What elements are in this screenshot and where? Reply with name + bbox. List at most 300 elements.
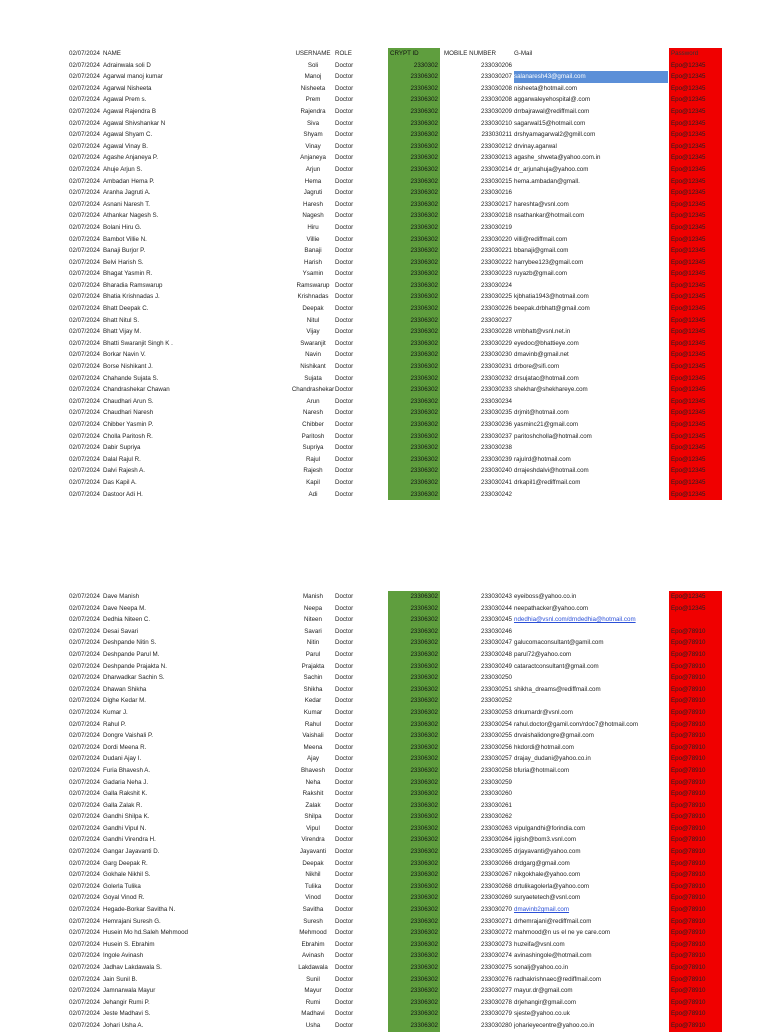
cell-email[interactable]: sagarwal15@hotmail.com bbox=[514, 119, 586, 127]
cell-name[interactable]: Bhatti Swaranjit Singh K . bbox=[103, 339, 173, 347]
cell-date[interactable]: 02/07/2024 bbox=[69, 766, 100, 774]
cell-name[interactable]: Dabir Supriya bbox=[103, 444, 141, 452]
cell-email[interactable] bbox=[514, 489, 668, 501]
cell-crypt-id[interactable]: 23306302 bbox=[388, 245, 440, 257]
header-username[interactable]: USERNAME bbox=[295, 50, 331, 57]
cell-date[interactable]: 02/07/2024 bbox=[69, 467, 100, 475]
cell-crypt-id[interactable]: 23306302 bbox=[388, 927, 440, 939]
cell-email[interactable]: drjmit@hotmail.com bbox=[514, 409, 569, 417]
cell-password[interactable]: Epo@78910 bbox=[669, 927, 722, 939]
cell-name[interactable]: Asnani Naresh T. bbox=[103, 200, 151, 208]
cell-name[interactable]: Dharwadkar Sachin S. bbox=[103, 674, 165, 682]
cell-role[interactable]: Doctor bbox=[335, 801, 354, 809]
cell-date[interactable]: 02/07/2024 bbox=[69, 328, 100, 336]
cell-name[interactable]: Bhatt Nitul S. bbox=[103, 316, 140, 324]
cell-crypt-id[interactable]: 23306302 bbox=[388, 695, 440, 707]
cell-mobile[interactable]: 233030220 bbox=[481, 235, 512, 243]
cell-role[interactable]: Doctor bbox=[335, 848, 354, 856]
cell-crypt-id[interactable]: 23306302 bbox=[388, 407, 440, 419]
cell-crypt-id[interactable]: 23306302 bbox=[388, 94, 440, 106]
cell-crypt-id[interactable]: 23306302 bbox=[388, 118, 440, 130]
cell-role[interactable]: Doctor bbox=[335, 627, 354, 635]
cell-email[interactable]: dr_arjunahuja@yahoo.com bbox=[514, 165, 589, 173]
cell-name[interactable]: Chahande Sujata S. bbox=[103, 374, 159, 382]
cell-username[interactable]: Nikhil bbox=[305, 871, 321, 879]
cell-username[interactable]: Banaji bbox=[304, 247, 322, 255]
cell-date[interactable]: 02/07/2024 bbox=[69, 604, 100, 612]
cell-name[interactable]: Aranha Jagruti A. bbox=[103, 189, 151, 197]
cell-role[interactable]: Doctor bbox=[335, 743, 354, 751]
cell-mobile[interactable]: 233030272 bbox=[481, 929, 512, 937]
cell-mobile[interactable]: 233030240 bbox=[481, 467, 512, 475]
cell-name[interactable]: Dongre Vaishali P. bbox=[103, 732, 153, 740]
cell-username[interactable]: Hema bbox=[304, 177, 322, 185]
cell-username[interactable]: Shilpa bbox=[304, 813, 322, 821]
cell-email[interactable]: drvaishalidongre@gmail.com bbox=[514, 732, 594, 740]
cell-username[interactable]: Nitin bbox=[306, 639, 320, 647]
cell-email[interactable] bbox=[514, 396, 668, 408]
cell-role[interactable]: Doctor bbox=[335, 604, 354, 612]
cell-username[interactable]: Hiru bbox=[307, 223, 319, 231]
cell-name[interactable]: Dave Neepa M. bbox=[103, 604, 146, 612]
cell-mobile[interactable]: 233030238 bbox=[481, 444, 512, 452]
cell-crypt-id[interactable]: 23306302 bbox=[388, 591, 440, 603]
cell-role[interactable]: Doctor bbox=[335, 1021, 354, 1029]
cell-crypt-id[interactable]: 23306302 bbox=[388, 315, 440, 327]
cell-date[interactable]: 02/07/2024 bbox=[69, 455, 100, 463]
cell-username[interactable]: Villie bbox=[306, 235, 320, 243]
cell-password[interactable]: Epo@12345 bbox=[669, 489, 722, 501]
cell-date[interactable]: 02/07/2024 bbox=[69, 258, 100, 266]
cell-name[interactable]: Chandrashekar Chawan bbox=[103, 386, 170, 394]
cell-email[interactable]: cataractconsultant@gmail.com bbox=[514, 662, 599, 670]
cell-name[interactable]: Bhatia Krishnadas J. bbox=[103, 293, 160, 301]
cell-password[interactable]: Epo@12345 bbox=[669, 83, 722, 95]
cell-date[interactable]: 02/07/2024 bbox=[69, 755, 100, 763]
cell-mobile[interactable]: 233030260 bbox=[481, 790, 512, 798]
cell-name[interactable]: Golerla Tulika bbox=[103, 882, 141, 890]
cell-name[interactable]: Jehangir Rumi P. bbox=[103, 998, 150, 1006]
cell-mobile[interactable]: 233030280 bbox=[481, 1021, 512, 1029]
cell-crypt-id[interactable]: 23306302 bbox=[388, 823, 440, 835]
cell-name[interactable]: Ingole Avinash bbox=[103, 952, 144, 960]
cell-mobile[interactable]: 233030233 bbox=[481, 386, 512, 394]
cell-role[interactable]: Doctor bbox=[335, 421, 354, 428]
cell-role[interactable]: Doctor bbox=[335, 397, 354, 405]
cell-date[interactable]: 02/07/2024 bbox=[69, 131, 100, 139]
cell-date[interactable]: 02/07/2024 bbox=[69, 444, 100, 452]
cell-crypt-id[interactable]: 23306302 bbox=[388, 719, 440, 731]
cell-mobile[interactable]: 233030213 bbox=[481, 154, 512, 162]
cell-email[interactable]: drjehangir@gmail.com bbox=[514, 998, 576, 1006]
cell-mobile[interactable]: 233030207 bbox=[481, 73, 512, 81]
cell-username[interactable]: Rakshit bbox=[302, 790, 324, 798]
cell-mobile[interactable]: 233030279 bbox=[481, 1010, 512, 1018]
cell-email[interactable] bbox=[514, 788, 668, 800]
cell-password[interactable]: Epo@12345 bbox=[669, 222, 722, 234]
cell-password[interactable]: Epo@78910 bbox=[669, 626, 722, 638]
cell-role[interactable]: Doctor bbox=[335, 107, 354, 115]
cell-date[interactable]: 02/07/2024 bbox=[69, 720, 100, 728]
cell-role[interactable]: Doctor bbox=[335, 697, 354, 705]
cell-role[interactable]: Doctor bbox=[335, 212, 354, 220]
cell-crypt-id[interactable]: 23306302 bbox=[388, 489, 440, 501]
cell-date[interactable]: 02/07/2024 bbox=[69, 96, 100, 104]
cell-username[interactable]: Jagruti bbox=[303, 189, 323, 197]
cell-role[interactable]: Doctor bbox=[335, 339, 354, 347]
cell-email[interactable]: ruyazb@gmail.com bbox=[514, 270, 568, 278]
cell-mobile[interactable]: 233030228 bbox=[481, 328, 512, 336]
cell-username[interactable]: Vinod bbox=[305, 894, 321, 902]
cell-name[interactable]: Dudani Ajay I. bbox=[103, 755, 142, 763]
cell-date[interactable]: 02/07/2024 bbox=[69, 836, 100, 844]
cell-name[interactable]: Belvi Harish S. bbox=[103, 258, 144, 266]
cell-mobile[interactable]: 233030265 bbox=[481, 848, 512, 856]
cell-username[interactable]: Avinash bbox=[302, 952, 324, 960]
cell-password[interactable]: Epo@78910 bbox=[669, 881, 722, 893]
cell-crypt-id[interactable]: 23306302 bbox=[388, 361, 440, 373]
cell-email[interactable] bbox=[514, 222, 668, 234]
cell-password[interactable]: Epo@12345 bbox=[669, 419, 722, 431]
cell-mobile[interactable]: 233030241 bbox=[481, 478, 512, 486]
cell-email[interactable]: mayur.dr@gmail.com bbox=[514, 987, 573, 995]
cell-email[interactable]: avinashingole@hotmail.com bbox=[514, 952, 592, 960]
cell-email[interactable]: drjayavanti@yahoo.com bbox=[514, 848, 581, 856]
cell-name[interactable]: Rahul P. bbox=[103, 720, 126, 728]
cell-password[interactable]: Epo@12345 bbox=[669, 234, 722, 246]
cell-password[interactable]: Epo@12345 bbox=[669, 407, 722, 419]
cell-email[interactable]: vmbhatt@vsnl.net.in bbox=[514, 328, 571, 336]
cell-password[interactable]: Epo@12345 bbox=[669, 291, 722, 303]
cell-password[interactable]: Epo@78910 bbox=[669, 869, 722, 881]
cell-email[interactable] bbox=[514, 60, 668, 72]
cell-role[interactable]: Doctor bbox=[335, 674, 354, 682]
cell-date[interactable]: 02/07/2024 bbox=[69, 212, 100, 220]
cell-username[interactable]: Swaranjit bbox=[300, 339, 326, 347]
cell-email[interactable]: nisheeta@hotmail.com bbox=[514, 84, 578, 92]
cell-crypt-id[interactable]: 23306302 bbox=[388, 811, 440, 823]
cell-date[interactable]: 02/07/2024 bbox=[69, 397, 100, 405]
cell-date[interactable]: 02/07/2024 bbox=[69, 674, 100, 682]
cell-date[interactable]: 02/07/2024 bbox=[69, 1010, 100, 1018]
cell-mobile[interactable]: 233030225 bbox=[481, 293, 512, 301]
cell-role[interactable]: Doctor bbox=[335, 444, 354, 452]
cell-role[interactable]: Doctor bbox=[335, 778, 354, 786]
cell-name[interactable]: Chaudhari Arun S. bbox=[103, 397, 154, 405]
cell-date[interactable]: 02/07/2024 bbox=[69, 235, 100, 243]
cell-password[interactable]: Epo@78910 bbox=[669, 742, 722, 754]
cell-username[interactable]: Vinay bbox=[305, 142, 321, 150]
cell-mobile[interactable]: 233030255 bbox=[481, 732, 512, 740]
cell-mobile[interactable]: 233030249 bbox=[481, 662, 512, 670]
cell-email[interactable]: beepak.drbhatt@gmail.com bbox=[514, 305, 590, 313]
cell-date[interactable]: 02/07/2024 bbox=[69, 975, 100, 983]
cell-username[interactable]: Sujata bbox=[304, 374, 322, 382]
cell-mobile[interactable]: 233030276 bbox=[481, 975, 512, 983]
cell-mobile[interactable]: 233030269 bbox=[481, 894, 512, 902]
cell-name[interactable]: Deshpande Prajakta N. bbox=[103, 662, 167, 670]
cell-crypt-id[interactable]: 23306302 bbox=[388, 303, 440, 315]
cell-name[interactable]: Dighe Kedar M. bbox=[103, 697, 146, 705]
cell-password[interactable]: Epo@78910 bbox=[669, 997, 722, 1009]
cell-mobile[interactable]: 233030224 bbox=[481, 281, 512, 289]
cell-date[interactable]: 02/07/2024 bbox=[69, 732, 100, 740]
cell-username[interactable]: Navin bbox=[305, 351, 321, 359]
cell-email[interactable]: shikha_dreams@rediffmail.com bbox=[514, 685, 601, 693]
cell-name[interactable]: Gangar Jayavanti D. bbox=[103, 848, 160, 856]
cell-date[interactable]: 02/07/2024 bbox=[69, 964, 100, 971]
cell-date[interactable]: 02/07/2024 bbox=[69, 778, 100, 786]
cell-role[interactable]: Doctor bbox=[335, 374, 354, 382]
cell-username[interactable]: Nagesh bbox=[302, 212, 324, 220]
cell-role[interactable]: Doctor bbox=[335, 386, 354, 394]
cell-role[interactable]: Doctor bbox=[335, 650, 354, 658]
cell-password[interactable]: Epo@78910 bbox=[669, 753, 722, 765]
cell-crypt-id[interactable]: 23306302 bbox=[388, 291, 440, 303]
cell-password[interactable]: Epo@12345 bbox=[669, 338, 722, 350]
cell-email[interactable]: drajay_dudani@yahoo.co.in bbox=[514, 755, 591, 763]
cell-username[interactable]: Shikha bbox=[303, 685, 323, 693]
cell-password[interactable]: Epo@12345 bbox=[669, 454, 722, 466]
cell-crypt-id[interactable]: 23306302 bbox=[388, 788, 440, 800]
cell-crypt-id[interactable]: 23306302 bbox=[388, 614, 440, 626]
cell-password[interactable]: Epo@78910 bbox=[669, 695, 722, 707]
cell-name[interactable]: Borkar Navin V. bbox=[103, 351, 146, 359]
cell-role[interactable]: Doctor bbox=[335, 639, 354, 647]
cell-password[interactable]: Epo@78910 bbox=[669, 811, 722, 823]
cell-password[interactable]: Epo@12345 bbox=[669, 477, 722, 489]
cell-mobile[interactable]: 233030208 bbox=[481, 96, 512, 104]
header-password[interactable]: Password bbox=[669, 48, 722, 60]
cell-username[interactable]: Chandrashekar bbox=[291, 386, 335, 394]
cell-role[interactable]: Doctor bbox=[335, 119, 354, 127]
cell-crypt-id[interactable]: 23306302 bbox=[388, 730, 440, 742]
cell-role[interactable]: Doctor bbox=[335, 766, 354, 774]
cell-email[interactable]: drkumardr@vsnl.com bbox=[514, 708, 573, 716]
cell-password[interactable]: Epo@12345 bbox=[669, 303, 722, 315]
cell-username[interactable]: Ebrahim bbox=[301, 940, 325, 948]
cell-role[interactable]: Doctor bbox=[335, 616, 354, 624]
cell-date[interactable]: 02/07/2024 bbox=[69, 952, 100, 960]
cell-name[interactable]: Agarwal Nisheeta bbox=[103, 84, 152, 92]
cell-name[interactable]: Hegade-Borkar Savitha N. bbox=[103, 906, 176, 914]
cell-email[interactable] bbox=[514, 626, 668, 638]
cell-mobile[interactable]: 233030267 bbox=[481, 871, 512, 879]
cell-username[interactable]: Mehmood bbox=[299, 929, 327, 937]
cell-date[interactable]: 02/07/2024 bbox=[69, 790, 100, 798]
cell-mobile[interactable]: 233030252 bbox=[481, 697, 512, 705]
cell-email[interactable]: nikgokhale@yahoo.com bbox=[514, 871, 581, 879]
cell-username[interactable]: Meena bbox=[303, 743, 323, 751]
cell-username[interactable]: Chibber bbox=[302, 421, 324, 428]
cell-crypt-id[interactable]: 23306302 bbox=[388, 477, 440, 489]
cell-username[interactable]: Kedar bbox=[304, 697, 322, 705]
cell-email[interactable]: bbanaji@gmail.com bbox=[514, 247, 569, 255]
cell-email[interactable]: drtulikagolerla@yahoo.com bbox=[514, 882, 590, 890]
cell-crypt-id[interactable]: 23306302 bbox=[388, 892, 440, 904]
cell-password[interactable]: Epo@12345 bbox=[669, 315, 722, 327]
cell-date[interactable]: 02/07/2024 bbox=[69, 859, 100, 867]
cell-password[interactable]: Epo@78910 bbox=[669, 672, 722, 684]
cell-mobile[interactable]: 233030271 bbox=[481, 917, 512, 925]
cell-email[interactable]: sonalj@yahoo.co.in bbox=[514, 964, 569, 971]
cell-email[interactable]: drbore@sifi.com bbox=[514, 363, 560, 371]
cell-name[interactable]: Gadaria Neha J. bbox=[103, 778, 149, 786]
cell-email[interactable]: harrybee123@gmail.com bbox=[514, 258, 584, 266]
cell-email[interactable]: radhakrishnaec@rediffmail.com bbox=[514, 975, 601, 983]
cell-name[interactable]: Athankar Nagesh S. bbox=[103, 212, 159, 220]
cell-name[interactable]: Adrainwala soli D bbox=[103, 61, 151, 69]
cell-crypt-id[interactable]: 23306302 bbox=[388, 280, 440, 292]
cell-name[interactable]: Cholla Paritosh R. bbox=[103, 432, 153, 440]
cell-mobile[interactable]: 233030261 bbox=[481, 801, 512, 809]
cell-email[interactable] bbox=[514, 777, 668, 789]
cell-name[interactable]: Kumar J. bbox=[103, 708, 128, 716]
cell-crypt-id[interactable]: 23306302 bbox=[388, 950, 440, 962]
cell-role[interactable]: Doctor bbox=[335, 917, 354, 925]
header-name[interactable]: NAME bbox=[103, 50, 121, 57]
cell-date[interactable]: 02/07/2024 bbox=[69, 639, 100, 647]
cell-name[interactable]: Bhatt Vijay M. bbox=[103, 328, 142, 336]
cell-username[interactable]: Soli bbox=[307, 61, 319, 69]
cell-username[interactable]: Adi bbox=[308, 490, 318, 498]
cell-date[interactable]: 02/07/2024 bbox=[69, 848, 100, 856]
cell-role[interactable]: Doctor bbox=[335, 929, 354, 937]
cell-password[interactable]: Epo@78910 bbox=[669, 1020, 722, 1032]
cell-name[interactable]: Desai Savari bbox=[103, 627, 139, 635]
cell-password[interactable]: Epo@78910 bbox=[669, 719, 722, 731]
cell-password[interactable]: Epo@12345 bbox=[669, 152, 722, 164]
cell-password[interactable]: Epo@12345 bbox=[669, 164, 722, 176]
cell-password[interactable]: Epo@78910 bbox=[669, 765, 722, 777]
cell-date[interactable]: 02/07/2024 bbox=[69, 316, 100, 324]
cell-email[interactable]: yasminc21@gmail.com bbox=[514, 421, 579, 428]
cell-date[interactable]: 02/07/2024 bbox=[69, 374, 100, 382]
cell-mobile[interactable]: 233030211 bbox=[481, 131, 512, 139]
cell-role[interactable]: Doctor bbox=[335, 871, 354, 879]
cell-date[interactable]: 02/07/2024 bbox=[69, 165, 100, 173]
cell-email[interactable]: dmavinb2gmail.com bbox=[514, 906, 570, 914]
cell-date[interactable]: 02/07/2024 bbox=[69, 1021, 100, 1029]
cell-role[interactable]: Doctor bbox=[335, 940, 354, 948]
cell-password[interactable]: Epo@78910 bbox=[669, 707, 722, 719]
cell-name[interactable]: Dordi Meena R. bbox=[103, 743, 147, 751]
cell-role[interactable]: Doctor bbox=[335, 455, 354, 463]
cell-email[interactable]: salanaresh43@gmail.com bbox=[514, 71, 668, 83]
cell-mobile[interactable]: 233030250 bbox=[481, 674, 512, 682]
cell-date[interactable]: 02/07/2024 bbox=[69, 386, 100, 394]
cell-name[interactable]: Agawal Rajendra B bbox=[103, 107, 156, 115]
cell-username[interactable]: Rajendra bbox=[300, 107, 326, 115]
cell-username[interactable]: Arun bbox=[306, 397, 320, 405]
cell-username[interactable]: Anjaneya bbox=[300, 154, 326, 162]
cell-password[interactable]: Epo@12345 bbox=[669, 442, 722, 454]
cell-username[interactable]: Savari bbox=[304, 627, 322, 635]
cell-mobile[interactable]: 233030275 bbox=[481, 964, 512, 971]
cell-name[interactable]: Galla Rakshit K. bbox=[103, 790, 148, 798]
cell-password[interactable]: Epo@12345 bbox=[669, 71, 722, 83]
cell-password[interactable]: Epo@78910 bbox=[669, 661, 722, 673]
cell-email[interactable]: drdgarg@gmail.com bbox=[514, 859, 570, 867]
cell-crypt-id[interactable]: 23306302 bbox=[388, 661, 440, 673]
cell-username[interactable]: Neepa bbox=[303, 604, 323, 612]
cell-password[interactable]: Epo@12345 bbox=[669, 384, 722, 396]
cell-date[interactable]: 02/07/2024 bbox=[69, 708, 100, 716]
cell-username[interactable]: Rahul bbox=[304, 720, 322, 728]
cell-email[interactable]: agashe_shweta@yahoo.com.in bbox=[514, 154, 601, 162]
cell-email[interactable]: rahul.doctor@gamil.com/rdoc7@hotmail.com bbox=[514, 720, 638, 728]
cell-password[interactable]: Epo@12345 bbox=[669, 431, 722, 443]
cell-date[interactable]: 02/07/2024 bbox=[69, 743, 100, 751]
cell-date[interactable]: 02/07/2024 bbox=[69, 223, 100, 231]
cell-name[interactable]: Bolani Hiru G. bbox=[103, 223, 142, 231]
header-crypt-id[interactable]: CRYPT ID bbox=[388, 48, 440, 60]
cell-crypt-id[interactable]: 23306302 bbox=[388, 222, 440, 234]
cell-crypt-id[interactable]: 23306302 bbox=[388, 997, 440, 1009]
cell-date[interactable]: 02/07/2024 bbox=[69, 293, 100, 301]
cell-date[interactable]: 02/07/2024 bbox=[69, 871, 100, 879]
cell-username[interactable]: Nitul bbox=[306, 316, 320, 324]
cell-password[interactable]: Epo@78910 bbox=[669, 858, 722, 870]
cell-username[interactable]: Manoj bbox=[304, 73, 322, 81]
cell-crypt-id[interactable]: 23306302 bbox=[388, 777, 440, 789]
cell-username[interactable]: Arjun bbox=[305, 165, 321, 173]
cell-crypt-id[interactable]: 23306302 bbox=[388, 962, 440, 974]
cell-name[interactable]: Bhatt Deepak C. bbox=[103, 305, 149, 313]
header-mobile[interactable]: MOBILE NUMBER bbox=[444, 50, 496, 57]
cell-email[interactable]: mahmood@n us el ne ye care.com bbox=[514, 929, 611, 937]
cell-name[interactable]: Agawal Shyam C. bbox=[103, 131, 153, 139]
cell-username[interactable]: Mayur bbox=[304, 987, 322, 995]
cell-mobile[interactable]: 233030239 bbox=[481, 455, 512, 463]
cell-role[interactable]: Doctor bbox=[335, 316, 354, 324]
cell-name[interactable]: Gokhale Nikhil S. bbox=[103, 871, 151, 879]
cell-date[interactable]: 02/07/2024 bbox=[69, 142, 100, 150]
cell-role[interactable]: Doctor bbox=[335, 281, 354, 289]
cell-date[interactable]: 02/07/2024 bbox=[69, 119, 100, 127]
cell-password[interactable]: Epo@12345 bbox=[669, 60, 722, 72]
cell-date[interactable]: 02/07/2024 bbox=[69, 189, 100, 197]
cell-crypt-id[interactable]: 23306302 bbox=[388, 129, 440, 141]
cell-role[interactable]: Doctor bbox=[335, 270, 354, 278]
cell-email[interactable]: paritoshcholla@hotmail.com bbox=[514, 432, 592, 440]
cell-mobile[interactable]: 233030258 bbox=[481, 766, 512, 774]
cell-mobile[interactable]: 233030243 bbox=[481, 593, 512, 600]
cell-name[interactable]: Jain Sunil B. bbox=[103, 975, 138, 983]
cell-date[interactable]: 02/07/2024 bbox=[69, 478, 100, 486]
cell-email[interactable]: hareshta@vsnl.com bbox=[514, 200, 569, 208]
cell-name[interactable]: Johari Usha A. bbox=[103, 1021, 144, 1029]
cell-role[interactable]: Doctor bbox=[335, 258, 354, 266]
cell-crypt-id[interactable]: 23306302 bbox=[388, 985, 440, 997]
cell-password[interactable]: Epo@78910 bbox=[669, 939, 722, 951]
cell-password[interactable]: Epo@78910 bbox=[669, 904, 722, 916]
cell-email[interactable]: dmavinb@gmail.net bbox=[514, 351, 569, 359]
cell-role[interactable]: Doctor bbox=[335, 964, 354, 971]
cell-name[interactable]: Dhawan Shikha bbox=[103, 685, 147, 693]
cell-mobile[interactable]: 233030266 bbox=[481, 859, 512, 867]
cell-crypt-id[interactable]: 23306302 bbox=[388, 834, 440, 846]
cell-crypt-id[interactable]: 23306302 bbox=[388, 939, 440, 951]
cell-role[interactable]: Doctor bbox=[335, 467, 354, 475]
cell-username[interactable]: Vaishali bbox=[302, 732, 324, 740]
cell-email[interactable]: shekhar@shekhareye.com bbox=[514, 386, 588, 394]
cell-name[interactable]: Gandhi Virendra H. bbox=[103, 836, 156, 844]
cell-mobile[interactable]: 233030277 bbox=[481, 987, 512, 995]
cell-role[interactable]: Doctor bbox=[335, 73, 354, 81]
cell-username[interactable]: Tulika bbox=[304, 882, 322, 890]
cell-mobile[interactable]: 233030248 bbox=[481, 650, 512, 658]
